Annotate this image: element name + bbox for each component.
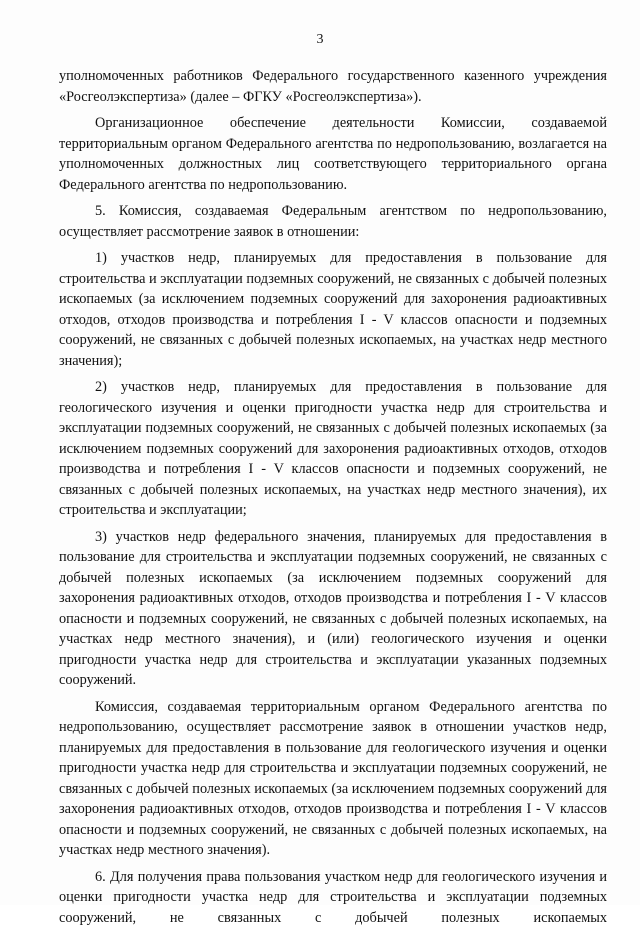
document-body [59,66,607,934]
paragraph-territorial-commission: Комиссия, создаваемая территориальным органом Федерального агентства по недропользованию, осуществляет рассмотрение заявок в отношении участков недр, планируемых для предоставления в пользование для геологического изучения и оценки пригодности участка недр для строительства и эксплуатации подземных сооружений, не связанных с добычей полезных ископаемых (за исключением подземных сооружений для захоронения радиоактивных отходов, отходов производства и потребления I - V классов опасности и подземных сооружений, не связанных с добычей полезных ископаемых, на участках недр местного значения). [59,698,607,858]
page-number: 3 [316,32,324,47]
paragraph-item-5-3: 3) участков недр федерального значения, планируемых для предоставления в пользование для строительства и эксплуатации подземных сооружений, не связанных с добычей полезных ископаемых (за исключением подземных сооружений для захоронения радиоактивных отходов, отходов производства и потребления I - V классов опасности и подземных сооружений, не связанных с добычей полезных ископаемых, на участках недр местного значения), и (или) геологического изучения и оценки пригодности участка недр для строительства и эксплуатации указанных подземных сооружений. [59,528,607,688]
paragraph-item-6: 6. Для получения права пользования участком недр для геологического изучения и оценки пригодности участка недр для строительства и эксплуатации подземных сооружений, не связанных с добычей полезных ископаемых [59,868,607,926]
paragraph-item-5-1: 1) участков недр, планируемых для предоставления в пользование для строительства и эксплуатации подземных сооружений, не связанных с добычей полезных ископаемых (за исключением подземных сооружений для захоронения радиоактивных отходов, отходов производства и потребления I - V классов опасности и подземных сооружений, не связанных с добычей полезных ископаемых, на участках недр местного значения); [59,250,607,369]
paragraph-item-5-2: 2) участков недр, планируемых для предоставления в пользование для геологического изучения и оценки пригодности участка недр для строительства и эксплуатации подземных сооружений, не связанных с добычей полезных ископаемых (за исключением подземных сооружений для захоронения радиоактивных отходов, отходов производства и потребления I - V классов опасности и подземных сооружений, не связанных с добычей полезных ископаемых, на участках недр местного значения), их строительства и эксплуатации; [59,379,607,518]
paragraph-item-5: 5. Комиссия, создаваемая Федеральным агентством по недропользованию, осуществляет рассмотрение заявок в отношении: [59,203,607,240]
paragraph-organizational-support: Организационное обеспечение деятельности Комиссии, создаваемой территориальным органом Федерального агентства по недропользованию, возлагается на уполномоченных должностных лиц соответствующего территориального органа Федерального агентства по недропользованию. [59,115,607,193]
paragraph-continuation: уполномоченных работников Федерального государственного казенного учреждения «Росгеолэкспертиза» (далее – ФГКУ «Росгеолэкспертиза»). [59,68,607,105]
